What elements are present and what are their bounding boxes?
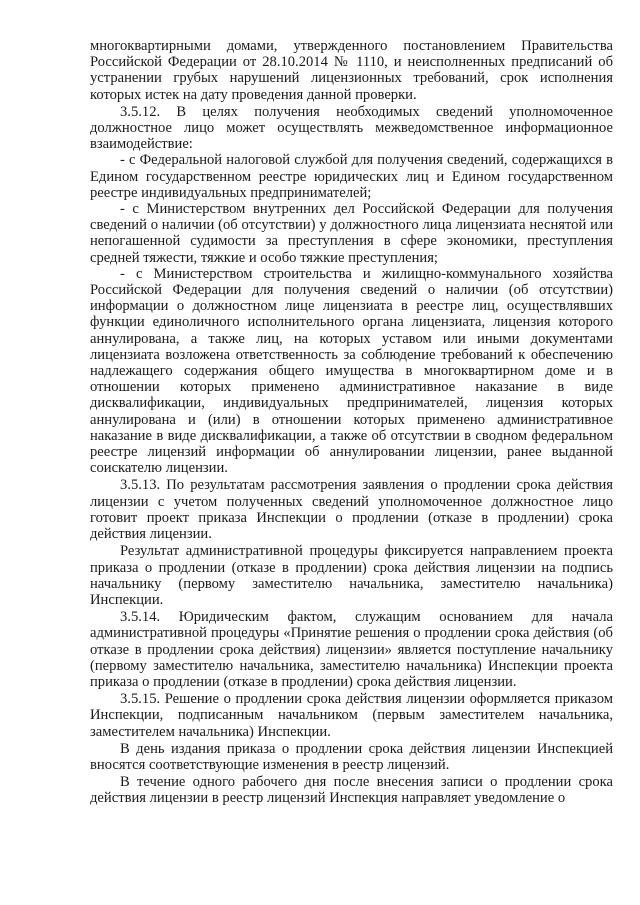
paragraph-notification: В течение одного рабочего дня после внесения записи о продлении срока действия лицензии в реестр лицензий Инспекция направляет уведомление о — [90, 774, 613, 807]
paragraph-3-5-15: 3.5.15. Решение о продлении срока действия лицензии оформляется приказом Инспекции, подписанным начальником (первым заместителем начальника, заместителем начальника) Инспекции. — [90, 691, 613, 740]
document-body — [90, 38, 613, 807]
paragraph-mvd: - с Министерством внутренних дел Российской Федерации для получения сведений о наличии (об отсутствии) у должностного лица лицензиата неснятой или непогашенной судимости за преступления в сфере экономики, преступления средней тяжести, тяжкие и особо тяжкие преступления; — [90, 201, 613, 266]
paragraph-minstroy: - с Министерством строительства и жилищно-коммунального хозяйства Российской Федерации для получения сведений о наличии (об отсутствии) информации о должностном лице лицензиата в реестре лиц, осуществлявших функции единоличного исполнительного органа лицензиата, лицензия которого аннулирована, а также лиц, на которых уставом или иными документами лицензиата возложена ответственность за соблюдение требований к обеспечению надлежащего содержания общего имущества в многоквартирном доме и в отношении которых применено административное наказание в виде дисквалификации, индивидуальных предпринимателей, лицензия которых аннулирована и (или) в отношении которых применено административное наказание в виде дисквалификации, а также об отсутствии в сводном федеральном реестре лицензий информации об аннулировании лицензии, ранее выданной соискателю лицензии. — [90, 265, 613, 477]
paragraph-registry-update: В день издания приказа о продлении срока действия лицензии Инспекцией вносятся соответствующие изменения в реестр лицензий. — [90, 740, 613, 773]
paragraph-continuation: многоквартирными домами, утвержденного постановлением Правительства Российской Федерации от 28.10.2014 № 1110, и неисполненных предписаний об устранении грубых нарушений лицензионных требований, срок исполнения которых истек на дату проведения данной проверки. — [90, 38, 613, 103]
paragraph-3-5-12: 3.5.12. В целях получения необходимых сведений уполномоченное должностное лицо может осуществлять межведомственное информационное взаимодействие: — [90, 103, 613, 153]
paragraph-3-5-14: 3.5.14. Юридическим фактом, служащим основанием для начала административной процедуры «Принятие решения о продлении срока действия (об отказе в продлении срока действия) лицензии» является поступление начальнику (первому заместителю начальника, заместителю начальника) Инспекции проекта приказа о продлении (отказе в продлении) срока действия лицензии. — [90, 609, 613, 690]
paragraph-3-5-13: 3.5.13. По результатам рассмотрения заявления о продлении срока действия лицензии с учетом полученных сведений уполномоченное должностное лицо готовит проект приказа Инспекции о продлении (отказе в продлении) срока действия лицензии. — [90, 477, 613, 543]
paragraph-fns: - с Федеральной налоговой службой для получения сведений, содержащихся в Едином государственном реестре юридических лиц и Едином государственном реестре индивидуальных предпринимателей; — [90, 152, 613, 201]
paragraph-result: Результат административной процедуры фиксируется направлением проекта приказа о продлении (отказе в продлении) срока действия лицензии на подпись начальнику (первому заместителю начальника, заместителю начальника) Инспекции. — [90, 543, 613, 608]
